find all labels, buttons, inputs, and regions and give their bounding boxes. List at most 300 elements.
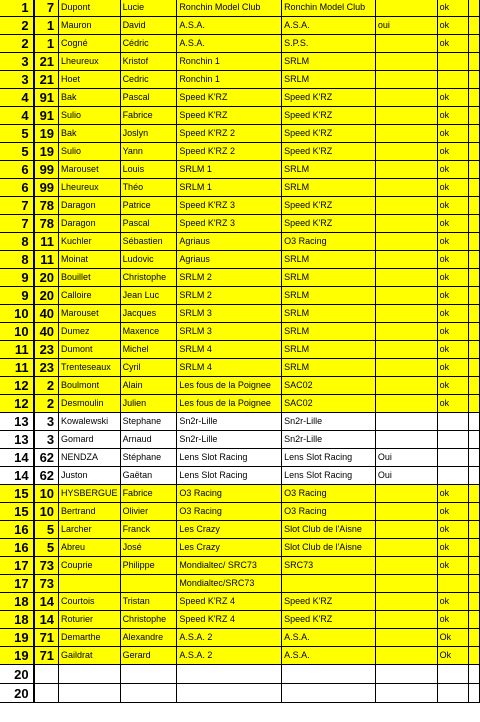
group-cell[interactable]: 9 (0, 269, 34, 287)
team-cell[interactable]: SRLM (282, 305, 376, 323)
last-name-cell[interactable]: HYSBERGUE (59, 485, 121, 503)
group-cell[interactable]: 8 (0, 251, 34, 269)
extra-cell[interactable] (375, 431, 437, 449)
edge-cell[interactable] (469, 17, 480, 35)
edge-cell[interactable] (469, 341, 480, 359)
status-cell[interactable]: ok (437, 323, 469, 341)
extra-cell[interactable] (375, 251, 437, 269)
car-number-cell[interactable]: 21 (34, 71, 59, 89)
edge-cell[interactable] (469, 143, 480, 161)
last-name-cell[interactable]: Calloire (59, 287, 121, 305)
status-cell[interactable] (437, 575, 469, 593)
team-cell[interactable]: O3 Racing (282, 503, 376, 521)
club-cell[interactable]: Les Crazy (177, 539, 282, 557)
club-cell[interactable]: A.S.A. (177, 35, 282, 53)
group-cell[interactable]: 13 (0, 431, 34, 449)
team-cell[interactable]: A.S.A. (282, 629, 376, 647)
car-number-cell[interactable]: 99 (34, 161, 59, 179)
first-name-cell[interactable] (120, 665, 177, 684)
club-cell[interactable]: Speed K'RZ 3 (177, 197, 282, 215)
status-cell[interactable]: ok (437, 143, 469, 161)
edge-cell[interactable] (469, 557, 480, 575)
group-cell[interactable]: 20 (0, 665, 34, 684)
status-cell[interactable]: ok (437, 251, 469, 269)
extra-cell[interactable] (375, 684, 437, 703)
car-number-cell[interactable]: 20 (34, 287, 59, 305)
edge-cell[interactable] (469, 395, 480, 413)
last-name-cell[interactable]: Bouillet (59, 269, 121, 287)
first-name-cell[interactable]: Sébastien (120, 233, 177, 251)
last-name-cell[interactable]: Kowalewski (59, 413, 121, 431)
group-cell[interactable]: 10 (0, 305, 34, 323)
car-number-cell[interactable]: 91 (34, 89, 59, 107)
first-name-cell[interactable]: Maxence (120, 323, 177, 341)
team-cell[interactable]: A.S.A. (282, 647, 376, 665)
team-cell[interactable]: Speed K'RZ (282, 197, 376, 215)
edge-cell[interactable] (469, 611, 480, 629)
first-name-cell[interactable]: Kristof (120, 53, 177, 71)
status-cell[interactable]: ok (437, 35, 469, 53)
edge-cell[interactable] (469, 431, 480, 449)
status-cell[interactable]: ok (437, 107, 469, 125)
last-name-cell[interactable]: Dupont (59, 0, 121, 17)
last-name-cell[interactable]: Hoet (59, 71, 121, 89)
club-cell[interactable]: SRLM 1 (177, 179, 282, 197)
car-number-cell[interactable]: 40 (34, 323, 59, 341)
club-cell[interactable]: Speed K'RZ (177, 89, 282, 107)
status-cell[interactable]: ok (437, 539, 469, 557)
status-cell[interactable] (437, 413, 469, 431)
edge-cell[interactable] (469, 359, 480, 377)
group-cell[interactable]: 13 (0, 413, 34, 431)
team-cell[interactable]: Speed K'RZ (282, 89, 376, 107)
first-name-cell[interactable]: Pascal (120, 215, 177, 233)
car-number-cell[interactable]: 20 (34, 269, 59, 287)
group-cell[interactable]: 18 (0, 593, 34, 611)
last-name-cell[interactable]: Marouset (59, 305, 121, 323)
car-number-cell[interactable]: 3 (34, 413, 59, 431)
group-cell[interactable]: 20 (0, 684, 34, 703)
team-cell[interactable]: SRLM (282, 251, 376, 269)
first-name-cell[interactable]: Cyril (120, 359, 177, 377)
edge-cell[interactable] (469, 89, 480, 107)
car-number-cell[interactable]: 19 (34, 143, 59, 161)
club-cell[interactable]: Lens Slot Racing (177, 467, 282, 485)
team-cell[interactable]: SRLM (282, 179, 376, 197)
team-cell[interactable]: Slot Club de l'Aisne (282, 521, 376, 539)
first-name-cell[interactable]: Alain (120, 377, 177, 395)
team-cell[interactable]: Ronchin Model Club (282, 0, 376, 17)
group-cell[interactable]: 17 (0, 575, 34, 593)
car-number-cell[interactable]: 2 (34, 395, 59, 413)
group-cell[interactable]: 2 (0, 17, 34, 35)
group-cell[interactable]: 8 (0, 233, 34, 251)
last-name-cell[interactable]: Cogné (59, 35, 121, 53)
group-cell[interactable]: 3 (0, 71, 34, 89)
extra-cell[interactable] (375, 71, 437, 89)
status-cell[interactable]: ok (437, 125, 469, 143)
status-cell[interactable]: ok (437, 161, 469, 179)
last-name-cell[interactable]: Dumont (59, 341, 121, 359)
extra-cell[interactable] (375, 269, 437, 287)
edge-cell[interactable] (469, 449, 480, 467)
car-number-cell[interactable]: 71 (34, 629, 59, 647)
group-cell[interactable]: 19 (0, 629, 34, 647)
status-cell[interactable] (437, 665, 469, 684)
team-cell[interactable]: Speed K'RZ (282, 143, 376, 161)
group-cell[interactable]: 12 (0, 377, 34, 395)
team-cell[interactable]: Sn2r-Lille (282, 413, 376, 431)
club-cell[interactable]: Les fous de la Poignee (177, 377, 282, 395)
extra-cell[interactable] (375, 179, 437, 197)
status-cell[interactable]: ok (437, 557, 469, 575)
team-cell[interactable]: S.P.S. (282, 35, 376, 53)
group-cell[interactable]: 3 (0, 53, 34, 71)
last-name-cell[interactable]: Sulio (59, 143, 121, 161)
car-number-cell[interactable]: 40 (34, 305, 59, 323)
extra-cell[interactable] (375, 161, 437, 179)
edge-cell[interactable] (469, 197, 480, 215)
club-cell[interactable]: Les fous de la Poignee (177, 395, 282, 413)
car-number-cell[interactable]: 10 (34, 503, 59, 521)
last-name-cell[interactable]: NENDZA (59, 449, 121, 467)
club-cell[interactable] (177, 665, 282, 684)
extra-cell[interactable] (375, 611, 437, 629)
extra-cell[interactable] (375, 575, 437, 593)
club-cell[interactable]: A.S.A. 2 (177, 647, 282, 665)
group-cell[interactable]: 15 (0, 485, 34, 503)
club-cell[interactable]: Ronchin 1 (177, 53, 282, 71)
group-cell[interactable]: 7 (0, 215, 34, 233)
car-number-cell[interactable]: 78 (34, 197, 59, 215)
first-name-cell[interactable]: Stéphane (120, 449, 177, 467)
first-name-cell[interactable]: Christophe (120, 269, 177, 287)
edge-cell[interactable] (469, 467, 480, 485)
club-cell[interactable]: Speed K'RZ 2 (177, 143, 282, 161)
last-name-cell[interactable] (59, 665, 121, 684)
club-cell[interactable]: Lens Slot Racing (177, 449, 282, 467)
last-name-cell[interactable] (59, 684, 121, 703)
team-cell[interactable]: A.S.A. (282, 17, 376, 35)
first-name-cell[interactable]: Yann (120, 143, 177, 161)
car-number-cell[interactable]: 73 (34, 557, 59, 575)
last-name-cell[interactable]: Trenteseaux (59, 359, 121, 377)
first-name-cell[interactable]: Tristan (120, 593, 177, 611)
club-cell[interactable]: SRLM 3 (177, 305, 282, 323)
team-cell[interactable]: SRLM (282, 161, 376, 179)
extra-cell[interactable] (375, 377, 437, 395)
club-cell[interactable]: Speed K'RZ 2 (177, 125, 282, 143)
group-cell[interactable]: 14 (0, 467, 34, 485)
first-name-cell[interactable]: Fabrice (120, 107, 177, 125)
car-number-cell[interactable]: 11 (34, 251, 59, 269)
club-cell[interactable]: Mondialtec/ SRC73 (177, 557, 282, 575)
last-name-cell[interactable]: Abreu (59, 539, 121, 557)
team-cell[interactable] (282, 575, 376, 593)
edge-cell[interactable] (469, 539, 480, 557)
first-name-cell[interactable]: Théo (120, 179, 177, 197)
status-cell[interactable]: ok (437, 521, 469, 539)
status-cell[interactable]: ok (437, 89, 469, 107)
group-cell[interactable]: 15 (0, 503, 34, 521)
first-name-cell[interactable]: David (120, 17, 177, 35)
last-name-cell[interactable]: Daragon (59, 215, 121, 233)
group-cell[interactable]: 16 (0, 521, 34, 539)
car-number-cell[interactable]: 99 (34, 179, 59, 197)
club-cell[interactable]: Les Crazy (177, 521, 282, 539)
club-cell[interactable]: Agriaus (177, 251, 282, 269)
team-cell[interactable]: SRLM (282, 341, 376, 359)
team-cell[interactable]: SRLM (282, 359, 376, 377)
club-cell[interactable]: Agriaus (177, 233, 282, 251)
last-name-cell[interactable]: Couprie (59, 557, 121, 575)
car-number-cell[interactable]: 1 (34, 35, 59, 53)
extra-cell[interactable] (375, 305, 437, 323)
first-name-cell[interactable]: Arnaud (120, 431, 177, 449)
edge-cell[interactable] (469, 629, 480, 647)
extra-cell[interactable] (375, 665, 437, 684)
edge-cell[interactable] (469, 251, 480, 269)
status-cell[interactable]: ok (437, 593, 469, 611)
last-name-cell[interactable] (59, 575, 121, 593)
car-number-cell[interactable]: 62 (34, 449, 59, 467)
group-cell[interactable]: 6 (0, 179, 34, 197)
first-name-cell[interactable]: Alexandre (120, 629, 177, 647)
extra-cell[interactable] (375, 647, 437, 665)
car-number-cell[interactable]: 71 (34, 647, 59, 665)
last-name-cell[interactable]: Lheureux (59, 179, 121, 197)
last-name-cell[interactable]: Dumez (59, 323, 121, 341)
team-cell[interactable]: SAC02 (282, 395, 376, 413)
status-cell[interactable]: ok (437, 287, 469, 305)
status-cell[interactable]: ok (437, 179, 469, 197)
last-name-cell[interactable]: Bak (59, 89, 121, 107)
status-cell[interactable] (437, 684, 469, 703)
first-name-cell[interactable]: Jean Luc (120, 287, 177, 305)
status-cell[interactable]: ok (437, 503, 469, 521)
club-cell[interactable]: SRLM 4 (177, 341, 282, 359)
edge-cell[interactable] (469, 125, 480, 143)
last-name-cell[interactable]: Bak (59, 125, 121, 143)
club-cell[interactable]: Ronchin 1 (177, 71, 282, 89)
last-name-cell[interactable]: Roturier (59, 611, 121, 629)
group-cell[interactable]: 4 (0, 89, 34, 107)
car-number-cell[interactable]: 62 (34, 467, 59, 485)
status-cell[interactable] (437, 431, 469, 449)
last-name-cell[interactable]: Lheureux (59, 53, 121, 71)
last-name-cell[interactable]: Courtois (59, 593, 121, 611)
team-cell[interactable]: SRC73 (282, 557, 376, 575)
edge-cell[interactable] (469, 179, 480, 197)
first-name-cell[interactable]: Franck (120, 521, 177, 539)
first-name-cell[interactable]: Cédric (120, 35, 177, 53)
extra-cell[interactable] (375, 143, 437, 161)
group-cell[interactable]: 1 (0, 0, 34, 17)
club-cell[interactable]: Speed K'RZ 4 (177, 611, 282, 629)
edge-cell[interactable] (469, 575, 480, 593)
extra-cell[interactable] (375, 287, 437, 305)
status-cell[interactable]: ok (437, 395, 469, 413)
first-name-cell[interactable]: Gerard (120, 647, 177, 665)
team-cell[interactable]: SRLM (282, 323, 376, 341)
status-cell[interactable] (437, 467, 469, 485)
first-name-cell[interactable]: Pascal (120, 89, 177, 107)
status-cell[interactable]: ok (437, 485, 469, 503)
extra-cell[interactable] (375, 593, 437, 611)
club-cell[interactable]: Sn2r-Lille (177, 431, 282, 449)
extra-cell[interactable] (375, 53, 437, 71)
car-number-cell[interactable]: 5 (34, 521, 59, 539)
club-cell[interactable]: O3 Racing (177, 485, 282, 503)
edge-cell[interactable] (469, 233, 480, 251)
first-name-cell[interactable]: Michel (120, 341, 177, 359)
first-name-cell[interactable]: Stephane (120, 413, 177, 431)
extra-cell[interactable] (375, 107, 437, 125)
car-number-cell[interactable]: 23 (34, 341, 59, 359)
last-name-cell[interactable]: Gaildrat (59, 647, 121, 665)
group-cell[interactable]: 2 (0, 35, 34, 53)
club-cell[interactable]: O3 Racing (177, 503, 282, 521)
first-name-cell[interactable]: Olivier (120, 503, 177, 521)
extra-cell[interactable] (375, 215, 437, 233)
status-cell[interactable] (437, 71, 469, 89)
team-cell[interactable]: Speed K'RZ (282, 611, 376, 629)
car-number-cell[interactable]: 3 (34, 431, 59, 449)
car-number-cell[interactable]: 14 (34, 593, 59, 611)
club-cell[interactable]: SRLM 3 (177, 323, 282, 341)
edge-cell[interactable] (469, 413, 480, 431)
group-cell[interactable]: 10 (0, 323, 34, 341)
last-name-cell[interactable]: Kuchler (59, 233, 121, 251)
club-cell[interactable]: A.S.A. 2 (177, 629, 282, 647)
first-name-cell[interactable]: Gaëtan (120, 467, 177, 485)
edge-cell[interactable] (469, 53, 480, 71)
team-cell[interactable]: Speed K'RZ (282, 107, 376, 125)
club-cell[interactable]: SRLM 2 (177, 269, 282, 287)
edge-cell[interactable] (469, 323, 480, 341)
extra-cell[interactable] (375, 557, 437, 575)
group-cell[interactable]: 9 (0, 287, 34, 305)
extra-cell[interactable] (375, 89, 437, 107)
last-name-cell[interactable]: Bertrand (59, 503, 121, 521)
status-cell[interactable]: ok (437, 377, 469, 395)
club-cell[interactable]: Ronchin Model Club (177, 0, 282, 17)
car-number-cell[interactable]: 21 (34, 53, 59, 71)
group-cell[interactable]: 12 (0, 395, 34, 413)
car-number-cell[interactable]: 1 (34, 17, 59, 35)
club-cell[interactable]: SRLM 4 (177, 359, 282, 377)
group-cell[interactable]: 14 (0, 449, 34, 467)
team-cell[interactable]: O3 Racing (282, 233, 376, 251)
edge-cell[interactable] (469, 503, 480, 521)
edge-cell[interactable] (469, 215, 480, 233)
group-cell[interactable]: 11 (0, 341, 34, 359)
status-cell[interactable]: ok (437, 611, 469, 629)
car-number-cell[interactable]: 19 (34, 125, 59, 143)
extra-cell[interactable] (375, 629, 437, 647)
team-cell[interactable]: Lens Slot Racing (282, 449, 376, 467)
status-cell[interactable]: ok (437, 233, 469, 251)
last-name-cell[interactable]: Mauron (59, 17, 121, 35)
team-cell[interactable] (282, 684, 376, 703)
extra-cell[interactable]: Oui (375, 449, 437, 467)
club-cell[interactable]: A.S.A. (177, 17, 282, 35)
car-number-cell[interactable]: 91 (34, 107, 59, 125)
first-name-cell[interactable]: Ludovic (120, 251, 177, 269)
club-cell[interactable]: SRLM 2 (177, 287, 282, 305)
group-cell[interactable]: 5 (0, 125, 34, 143)
edge-cell[interactable] (469, 377, 480, 395)
last-name-cell[interactable]: Sulio (59, 107, 121, 125)
last-name-cell[interactable]: Demarthe (59, 629, 121, 647)
club-cell[interactable]: SRLM 1 (177, 161, 282, 179)
car-number-cell[interactable]: 2 (34, 377, 59, 395)
first-name-cell[interactable]: Louis (120, 161, 177, 179)
team-cell[interactable]: Speed K'RZ (282, 125, 376, 143)
status-cell[interactable]: ok (437, 341, 469, 359)
status-cell[interactable] (437, 449, 469, 467)
group-cell[interactable]: 16 (0, 539, 34, 557)
extra-cell[interactable] (375, 125, 437, 143)
team-cell[interactable]: SRLM (282, 287, 376, 305)
extra-cell[interactable] (375, 539, 437, 557)
edge-cell[interactable] (469, 287, 480, 305)
car-number-cell[interactable]: 73 (34, 575, 59, 593)
car-number-cell[interactable]: 78 (34, 215, 59, 233)
status-cell[interactable]: ok (437, 197, 469, 215)
edge-cell[interactable] (469, 521, 480, 539)
edge-cell[interactable] (469, 684, 480, 703)
team-cell[interactable]: O3 Racing (282, 485, 376, 503)
first-name-cell[interactable]: Fabrice (120, 485, 177, 503)
group-cell[interactable]: 5 (0, 143, 34, 161)
edge-cell[interactable] (469, 161, 480, 179)
first-name-cell[interactable]: Julien (120, 395, 177, 413)
status-cell[interactable]: ok (437, 0, 469, 17)
team-cell[interactable]: Speed K'RZ (282, 593, 376, 611)
extra-cell[interactable] (375, 0, 437, 17)
extra-cell[interactable] (375, 341, 437, 359)
status-cell[interactable]: Ok (437, 629, 469, 647)
edge-cell[interactable] (469, 269, 480, 287)
first-name-cell[interactable]: José (120, 539, 177, 557)
team-cell[interactable]: Sn2r-Lille (282, 431, 376, 449)
team-cell[interactable]: SRLM (282, 71, 376, 89)
last-name-cell[interactable]: Daragon (59, 197, 121, 215)
extra-cell[interactable]: Oui (375, 467, 437, 485)
extra-cell[interactable] (375, 35, 437, 53)
club-cell[interactable]: Speed K'RZ 4 (177, 593, 282, 611)
team-cell[interactable]: Slot Club de l'Aisne (282, 539, 376, 557)
last-name-cell[interactable]: Larcher (59, 521, 121, 539)
edge-cell[interactable] (469, 35, 480, 53)
status-cell[interactable]: ok (437, 17, 469, 35)
extra-cell[interactable] (375, 485, 437, 503)
status-cell[interactable]: ok (437, 305, 469, 323)
extra-cell[interactable] (375, 197, 437, 215)
club-cell[interactable]: Speed K'RZ 3 (177, 215, 282, 233)
team-cell[interactable]: SRLM (282, 53, 376, 71)
car-number-cell[interactable] (34, 684, 59, 703)
club-cell[interactable]: Speed K'RZ (177, 107, 282, 125)
edge-cell[interactable] (469, 485, 480, 503)
extra-cell[interactable] (375, 503, 437, 521)
group-cell[interactable]: 19 (0, 647, 34, 665)
group-cell[interactable]: 7 (0, 197, 34, 215)
extra-cell[interactable]: oui (375, 17, 437, 35)
last-name-cell[interactable]: Moinat (59, 251, 121, 269)
group-cell[interactable]: 11 (0, 359, 34, 377)
